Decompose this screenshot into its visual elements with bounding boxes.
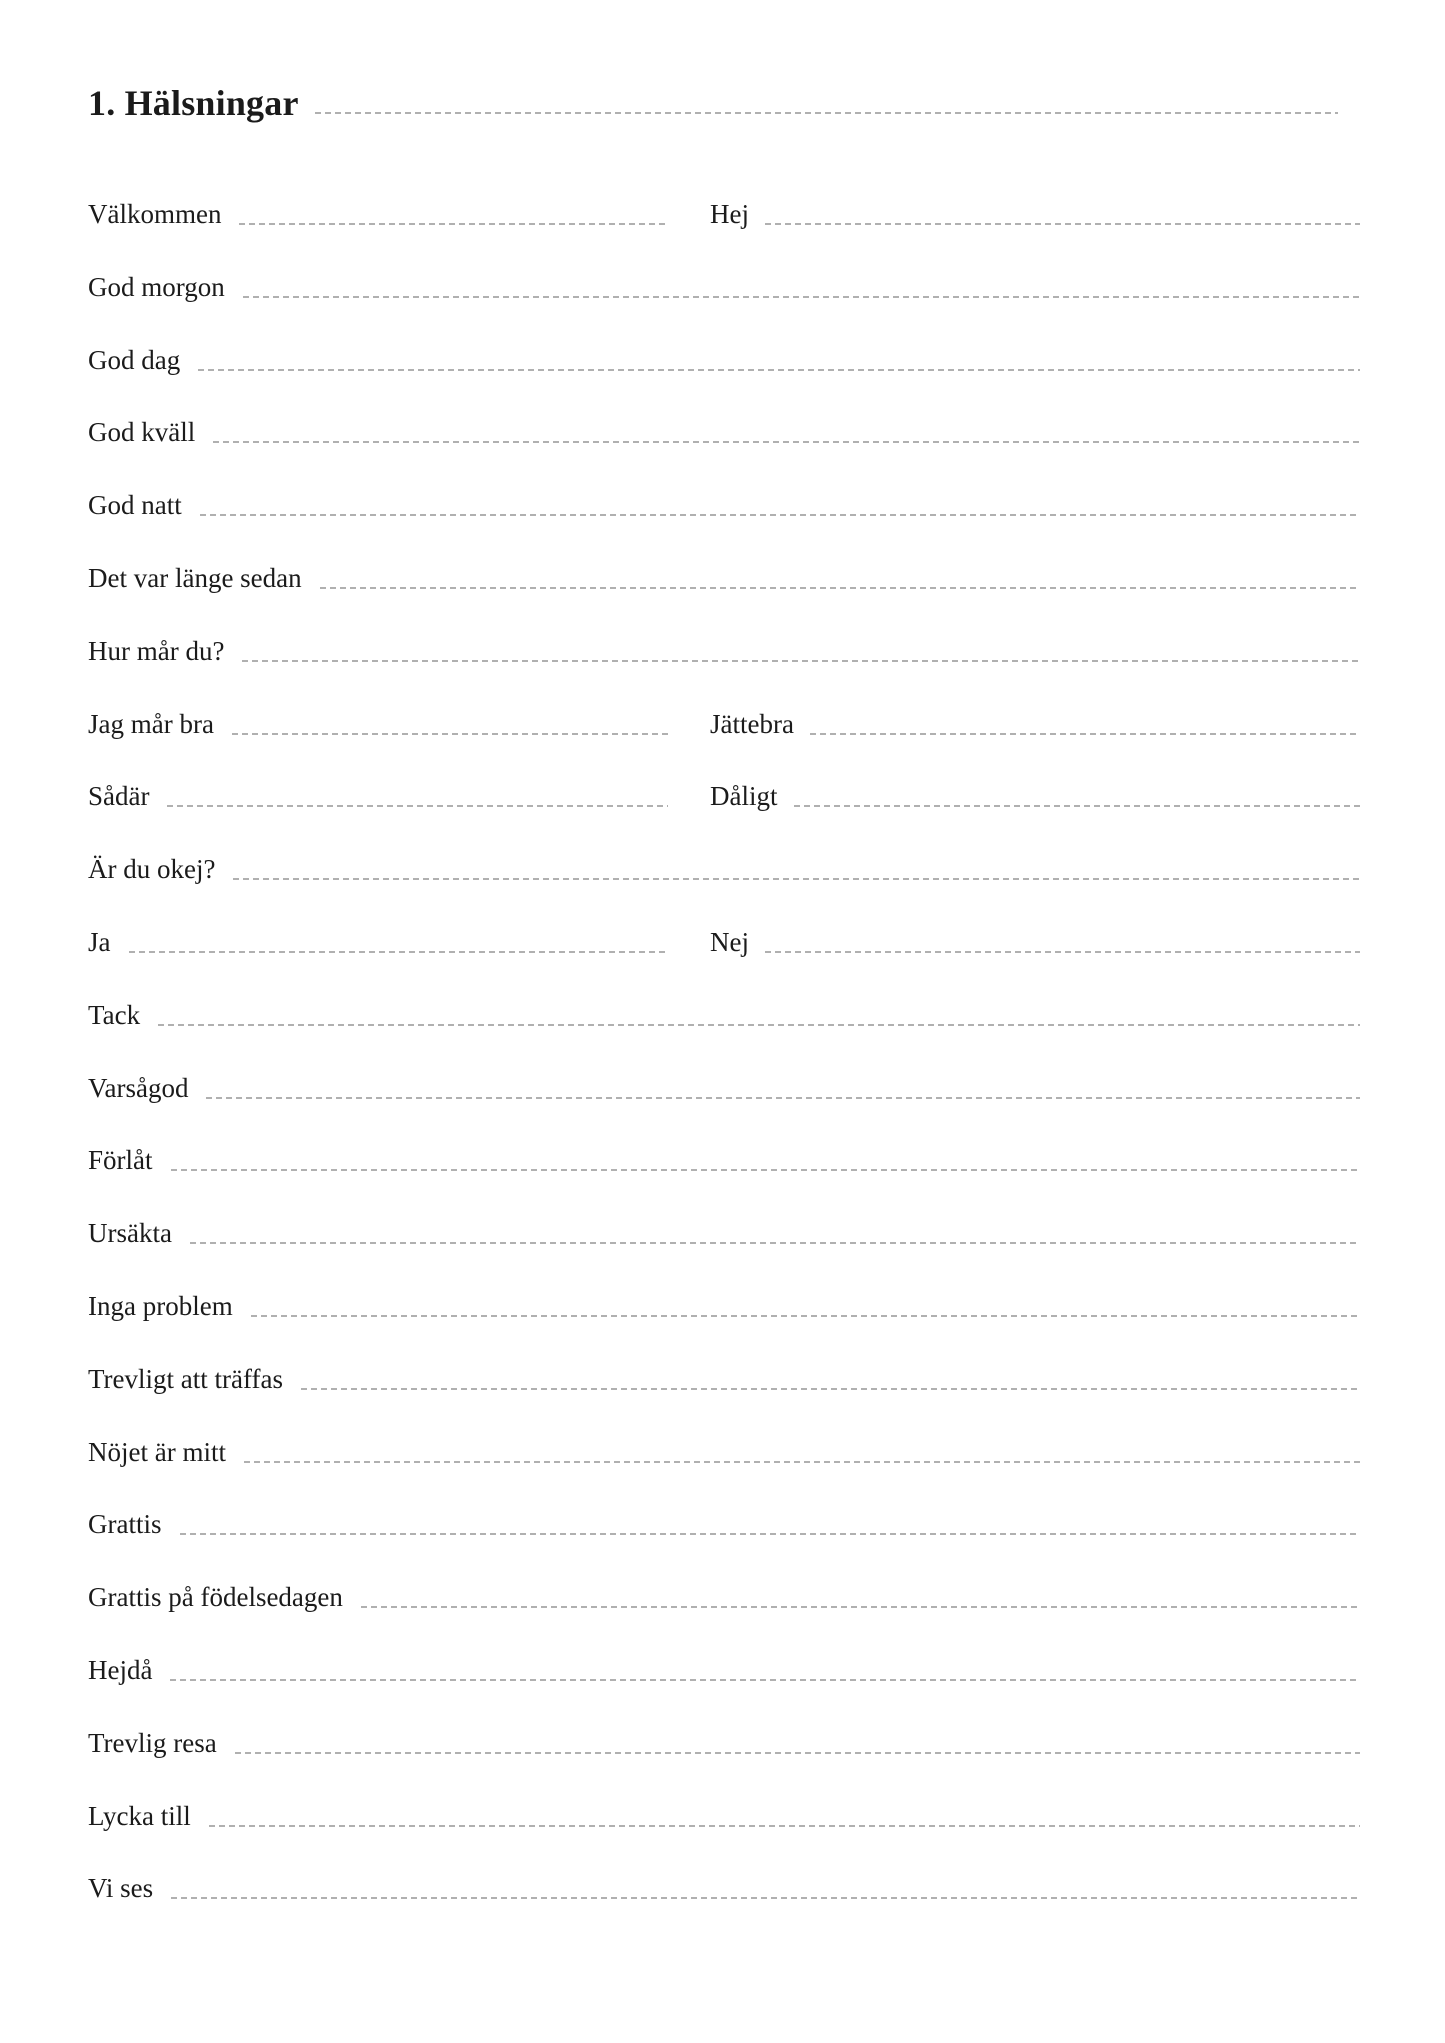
left-entry (88, 760, 668, 833)
swedish-term: Nöjet är mitt (88, 1436, 226, 1467)
section-header (88, 82, 1338, 125)
answer-line (198, 369, 1360, 371)
swedish-term: Trevligt att träffas (88, 1363, 283, 1394)
swedish-term: God natt (88, 490, 182, 521)
answer-line (243, 296, 1360, 298)
vocab-row (88, 1561, 1360, 1634)
answer-line (190, 1242, 1360, 1244)
title-dotted-line (315, 112, 1338, 114)
right-entry (710, 760, 1360, 833)
answer-line (171, 1169, 1361, 1171)
answer-line (810, 733, 1360, 735)
vocab-row (88, 324, 1360, 397)
vocab-row (88, 1707, 1360, 1780)
vocab-row (88, 1488, 1360, 1561)
vocab-row (88, 1416, 1360, 1489)
swedish-term: Inga problem (88, 1290, 233, 1321)
swedish-term: Nej (710, 926, 749, 957)
swedish-term: Hur mår du? (88, 635, 225, 666)
vocab-row (88, 1852, 1360, 1925)
answer-line (170, 1679, 1360, 1681)
vocab-row (88, 1634, 1360, 1707)
answer-line (180, 1533, 1361, 1535)
answer-line (171, 1897, 1360, 1899)
answer-line (233, 878, 1360, 880)
answer-line (167, 805, 668, 807)
answer-line (200, 514, 1360, 516)
swedish-term: Är du okej? (88, 854, 216, 885)
vocab-row (88, 1052, 1360, 1125)
vocab-row (88, 688, 1360, 761)
answer-line (361, 1606, 1360, 1608)
swedish-term: God morgon (88, 271, 225, 302)
answer-line (765, 223, 1360, 225)
left-entry (88, 906, 668, 979)
swedish-term: Varsågod (88, 1072, 189, 1103)
right-entry (710, 178, 1360, 251)
swedish-term: Ja (88, 926, 111, 957)
answer-line (158, 1024, 1360, 1026)
answer-line (209, 1825, 1360, 1827)
swedish-term: Vi ses (88, 1873, 154, 1904)
swedish-term: God dag (88, 344, 181, 375)
answer-line (239, 223, 668, 225)
vocab-row (88, 833, 1360, 906)
answer-line (235, 1752, 1360, 1754)
answer-line (232, 733, 668, 735)
swedish-term: Jättebra (710, 708, 794, 739)
answer-line (794, 805, 1361, 807)
vocab-row (88, 1343, 1360, 1416)
vocab-row (88, 469, 1360, 542)
vocab-row (88, 615, 1360, 688)
swedish-term: Ursäkta (88, 1218, 172, 1249)
swedish-term: Välkommen (88, 199, 222, 229)
swedish-term: God kväll (88, 417, 196, 448)
swedish-term: Förlåt (88, 1145, 153, 1176)
swedish-term: Det var länge sedan (88, 562, 302, 593)
answer-line (244, 1461, 1360, 1463)
vocab-row (88, 251, 1360, 324)
answer-line (242, 660, 1360, 662)
swedish-term: Jag mår bra (88, 708, 214, 739)
swedish-term: Sådär (88, 781, 150, 812)
answer-line (251, 1315, 1360, 1317)
vocabulary-list (88, 178, 1360, 1925)
swedish-term: Dåligt (710, 781, 778, 812)
vocab-row (88, 1780, 1360, 1853)
vocab-row (88, 1270, 1360, 1343)
answer-line (129, 951, 669, 953)
vocab-row (88, 760, 1360, 833)
answer-line (765, 951, 1360, 953)
swedish-term: Hejdå (88, 1654, 153, 1685)
swedish-term: Trevlig resa (88, 1727, 217, 1758)
swedish-term: Grattis på födelsedagen (88, 1582, 343, 1613)
swedish-term: Tack (88, 999, 141, 1030)
answer-line (206, 1097, 1360, 1099)
vocab-row (88, 1124, 1360, 1197)
left-entry (88, 688, 668, 761)
right-entry (710, 688, 1360, 761)
page-title: 1. Hälsningar (88, 83, 299, 123)
right-entry (710, 906, 1360, 979)
swedish-term: Hej (710, 199, 749, 229)
swedish-term: Grattis (88, 1509, 162, 1540)
vocab-row (88, 906, 1360, 979)
swedish-term: Lycka till (88, 1800, 191, 1831)
vocab-row (88, 1197, 1360, 1270)
vocab-row (88, 979, 1360, 1052)
answer-line (301, 1388, 1360, 1390)
vocab-row (88, 178, 1360, 251)
vocab-row (88, 542, 1360, 615)
answer-line (213, 441, 1360, 443)
left-entry (88, 178, 668, 251)
vocab-row (88, 396, 1360, 469)
answer-line (320, 587, 1360, 589)
